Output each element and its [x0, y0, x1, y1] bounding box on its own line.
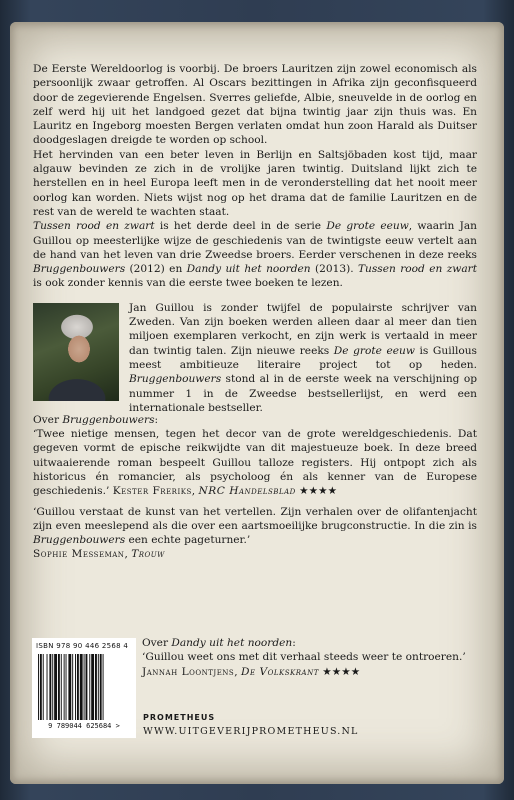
- blurb-paragraph-1: De Eerste Wereldoorlog is voorbij. De broers Lauritzen zijn zowel economisch als persoonlijk zwaar getroffen. Al Oscars bezittingen in Afrika zijn geconfisqueerd door de zegevierende Engelsen. Sverres geliefde, Albie, sneuvelde in de oorlog en zelf werd hij uit het landgoed gezet dat bijna twintig jaar zijn thuis was. En Lauritz en Ingeborg moesten Bergen verlaten omdat hun zoon Harald als Duitser doodgeslagen dreigde te worden op school.: [33, 63, 477, 147]
- main-text: [33, 62, 477, 562]
- publisher-url[interactable]: WWW.UITGEVERIJPROMETHEUS.NL: [143, 726, 359, 737]
- barcode-bar: [98, 654, 99, 720]
- barcode-bar: [49, 654, 51, 720]
- barcode-number: 9 789044 625684 >: [48, 722, 120, 730]
- barcode-bar: [66, 654, 67, 720]
- review-quote-messeman: ‘Guillou verstaat de kunst van het vertellen. Zijn verhalen over de olifantenjacht zijn even meeslepend als die over een aartsmoeilijke brugconstructie. In die zin is Bruggenbouwers een echte pageturner.’: [33, 505, 477, 547]
- barcode-bar: [77, 654, 79, 720]
- barcode-bar: [100, 654, 102, 720]
- barcode-bar: [103, 654, 104, 720]
- publisher-logo: PROMETHEUS: [143, 713, 216, 722]
- rating-stars: ★★★★: [322, 665, 361, 678]
- barcode-bar: [75, 654, 76, 720]
- author-bio: Jan Guillou is zonder twijfel de populairste schrijver van Zweden. Van zijn boeken werden alleen daar al meer dan tien miljoen exemplaren verkocht, en zijn werk is vertaald in meer dan twintig talen. Zijn nieuwe reeks De grote eeuw is Guillous meest ambitieuze literaire project tot op heden. Bruggenbouwers stond al in de eerste week na verschijning op nummer 1 in de Zweedse bestsellerlijst, en werd een internationale bestseller.: [129, 301, 477, 414]
- barcode-bar: [38, 654, 39, 720]
- barcode-bar: [89, 654, 90, 720]
- author-section: [33, 303, 477, 413]
- barcode-bar: [84, 654, 85, 720]
- barcode-bar: [61, 654, 62, 720]
- barcode-bar: [54, 654, 57, 720]
- barcode-bar: [68, 654, 71, 720]
- reviews-dandy: [142, 636, 477, 679]
- barcode-bar: [47, 654, 48, 720]
- barcode-bar: [86, 654, 88, 720]
- review-author-messeman: Sophie Messeman, Trouw: [33, 548, 165, 561]
- barcode-bar: [72, 654, 73, 720]
- barcode-bar: [52, 654, 53, 720]
- reviews-heading-dandy: Over Dandy uit het noorden:: [142, 637, 296, 649]
- blurb-paragraph-3: Tussen rood en zwart is het derde deel in de serie De grote eeuw, waarin Jan Guillou op meesterlijke wijze de geschiedenis van de twintigste eeuw vertelt aan de hand van het leven van drie Zweedse broers. Eerder verschenen in deze reeks Bruggenbouwers (2012) en Dandy uit het noorden (2013). Tussen rood en zwart is ook zonder kennis van die eerste twee boeken te lezen.: [33, 220, 478, 290]
- rating-stars: ★★★★: [299, 485, 338, 498]
- isbn-barcode: [32, 638, 136, 738]
- barcode-bars: [38, 654, 130, 720]
- review-quote-freriks: ‘Twee nietige mensen, tegen het decor van de grote wereldgeschiedenis. Dat gegeven vormt de epische reikwijdte van dit majestueuze boek. In deze breed uitwaaierende roman bespeelt Guillou talloze registers. Hij ontpopt zich als historicus én romancier, als psycholoog én als kenner van de Europese geschiedenis.’ Kester Freriks, NRC Handelsblad ★★★★: [33, 428, 477, 498]
- isbn-label: ISBN 978 90 446 2568 4: [36, 642, 129, 650]
- blurb-paragraph-2: Het hervinden van een beter leven in Berlijn en Saltsjöbaden kost tijd, maar algauw bevinden ze zich in de vrolijke jaren twintig. Duitsland lijkt zich te herstellen en in heel Europa leeft men in de veronderstelling dat het nooit meer oorlog kan worden. Niets wijst nog op het drama dat de familie Lauritzen en de rest van de wereld te wachten staat.: [33, 148, 477, 218]
- author-photo: [33, 303, 119, 401]
- barcode-bar: [80, 654, 83, 720]
- barcode-bar: [91, 654, 94, 720]
- barcode-bar: [95, 654, 97, 720]
- reviews-heading-bruggenbouwers: Over Bruggenbouwers:: [33, 413, 159, 426]
- barcode-bar: [43, 654, 44, 720]
- barcode-bar: [58, 654, 60, 720]
- barcode-bar: [40, 654, 42, 720]
- review-quote-loontjens: ‘Guillou weet ons met dit verhaal steeds weer te ontroeren.’: [142, 651, 466, 664]
- barcode-bar: [64, 654, 65, 720]
- review-author-loontjens: Jannah Loontjens, De Volkskrant ★★★★: [142, 665, 361, 678]
